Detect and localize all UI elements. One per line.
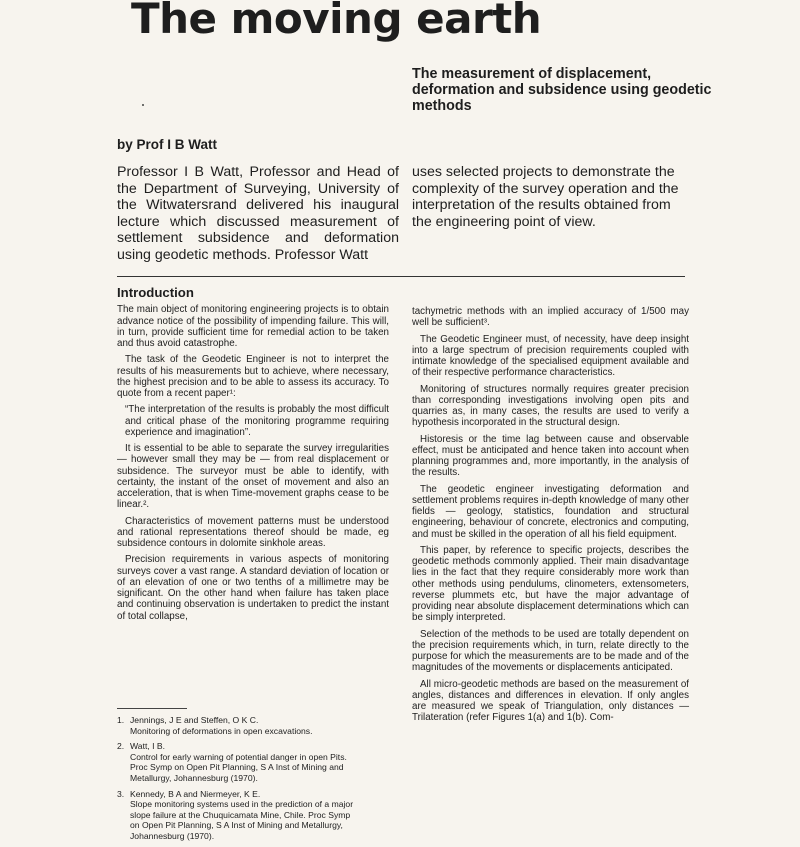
- body-paragraph: Monitoring of structures normally requires greater precision than corresponding investigations involving open pits and quarries as, in many cases, the results are used to verify a hypothesis incorporated in the structural design.: [412, 383, 689, 429]
- block-quote: “The interpretation of the results is probably the most difficult and critical phase of the monitoring programme requiring experience and imagination”.: [125, 404, 389, 438]
- lead-paragraph-right: [412, 164, 697, 230]
- print-speck: [142, 104, 144, 106]
- body-column-left: [117, 287, 389, 627]
- lead-paragraph-left: [117, 164, 399, 264]
- lead-line: the Witwatersrand delivered his inaugural: [117, 197, 399, 214]
- footnote-line: on Open Pit Planning, S A Inst of Mining and Metallurgy,: [130, 820, 343, 831]
- lead-line: using geodetic methods. Professor Watt: [117, 246, 369, 263]
- footnote-item: [117, 741, 389, 783]
- body-paragraph: Precision requirements in various aspects of monitoring surveys cover a vast range. A standard deviation of location or of an elevation of one or two tenths of a millimetre may be significant. On the other hand when failure has taken place and continuing observation is undertaken to predict the instant of total collapse,: [117, 554, 389, 622]
- lead-line: the engineering point of view.: [412, 213, 596, 230]
- body-paragraph: The main object of monitoring engineering projects is to obtain advance notice of the possibility of impending failure. This will, in turn, provide sufficient time for remedial action to be taken and thus avoid catastrophe.: [117, 304, 389, 349]
- footnote-item: [117, 789, 389, 842]
- body-paragraph: Selection of the methods to be used are totally dependent on the precision requirements which, in turn, relate directly to the purpose for which the measurements are to be made and of the magnitudes of the movements or displacements anticipated.: [412, 628, 689, 674]
- footnote-line: Slope monitoring systems used in the prediction of a major: [130, 799, 354, 810]
- body-paragraph: The task of the Geodetic Engineer is not to interpret the results of his measurements but to achieve, where necessary, the highest precision and to be able to assess its accuracy. To quote from a recent paper¹:: [117, 354, 389, 399]
- article-title: The moving earth: [131, 0, 542, 43]
- footnote-number: 1.: [117, 715, 125, 725]
- footnote-line: Johannesburg (1970).: [130, 830, 215, 841]
- footnote-number: 2.: [117, 741, 125, 752]
- footnote-item: [117, 715, 389, 736]
- lead-line: the Department of Surveying, University of: [117, 180, 399, 197]
- lead-line: Professor I B Watt, Professor and Head of: [117, 164, 399, 180]
- body-column-right: [412, 306, 689, 729]
- lead-line: settlement subsidence and deformation: [117, 230, 399, 247]
- body-paragraph: This paper, by reference to specific projects, describes the geodetic methods commonly applied. Their main disadvantage lies in the fact that they require considerably more work than other methods using pendulums, clinometers, extensometers, reverse plummets etc, but have the major advantage of providing near absolute displacement determinations which can be simply interpreted.: [412, 544, 689, 624]
- article-subtitle: The measurement of displacement, deformation and subsidence using geodetic methods: [412, 66, 712, 114]
- footnote-line: slope failure at the Chuquicamata Mine, Chile. Proc Symp: [130, 809, 351, 820]
- body-paragraph: It is essential to be able to separate the survey irregularities — however small they may be — from real displacement or subsidence. The surveyor must be able to identify, with certainty, the instant of the onset of movement and also an acceleration, that is when Time-movement graphs cease to be linear.².: [117, 443, 389, 511]
- footnote-number: 3.: [117, 788, 125, 799]
- lead-line: lecture which discussed measurement of: [117, 213, 399, 230]
- section-divider: [117, 276, 685, 277]
- footnote-line: Proc Symp on Open Pit Planning, S A Inst of Mining and: [130, 762, 344, 773]
- body-paragraph: Characteristics of movement patterns must be understood and rational representations thereof should be made, eg subsidence contours in dolomite sinkhole areas.: [117, 515, 389, 549]
- footnote-line: Watt, I B.: [130, 741, 166, 752]
- footnote-line: Metallurgy, Johannesburg (1970).: [130, 772, 258, 783]
- footnote-divider: [117, 708, 187, 709]
- body-paragraph: The Geodetic Engineer must, of necessity, have deep insight into a large spectrum of precision requirements coupled with intimate knowledge of the specialised equipment available and of their respective performance characteristics.: [412, 333, 689, 379]
- footnotes: [117, 715, 389, 847]
- footnote-line: Monitoring of deformations in open excavations.: [130, 725, 313, 736]
- footnote-line: Kennedy, B A and Niermeyer, K E.: [130, 788, 261, 799]
- author-byline: by Prof I B Watt: [117, 137, 217, 152]
- body-paragraph: The geodetic engineer investigating deformation and settlement problems requires in-depth knowledge of many other fields — geology, statistics, foundation and structural engineering, behaviour of concrete, electronics and computing, and must be skilled in the operation of all his field equipment.: [412, 483, 689, 540]
- lead-line: interpretation of the results obtained from: [412, 197, 671, 214]
- body-paragraph: All micro-geodetic methods are based on the measurement of angles, distances and differences in elevation. If only angles are measured we speak of Triangulation, only distances — Trilateration (refer Figures 1(a) and 1(b). Com-: [412, 678, 689, 724]
- footnote-line: Jennings, J E and Steffen, O K C.: [130, 715, 259, 725]
- section-heading-introduction: Introduction: [117, 285, 194, 300]
- footnote-line: Control for early warning of potential danger in open Pits.: [130, 751, 347, 762]
- lead-line: complexity of the survey operation and the: [412, 180, 679, 197]
- lead-line: uses selected projects to demonstrate the: [412, 164, 675, 180]
- body-paragraph: tachymetric methods with an implied accuracy of 1/500 may well be sufficient³.: [412, 306, 689, 329]
- body-paragraph: Historesis or the time lag between cause and observable effect, must be anticipated and hence taken into account when planning programmes and, more importantly, in the analysis of the results.: [412, 433, 689, 479]
